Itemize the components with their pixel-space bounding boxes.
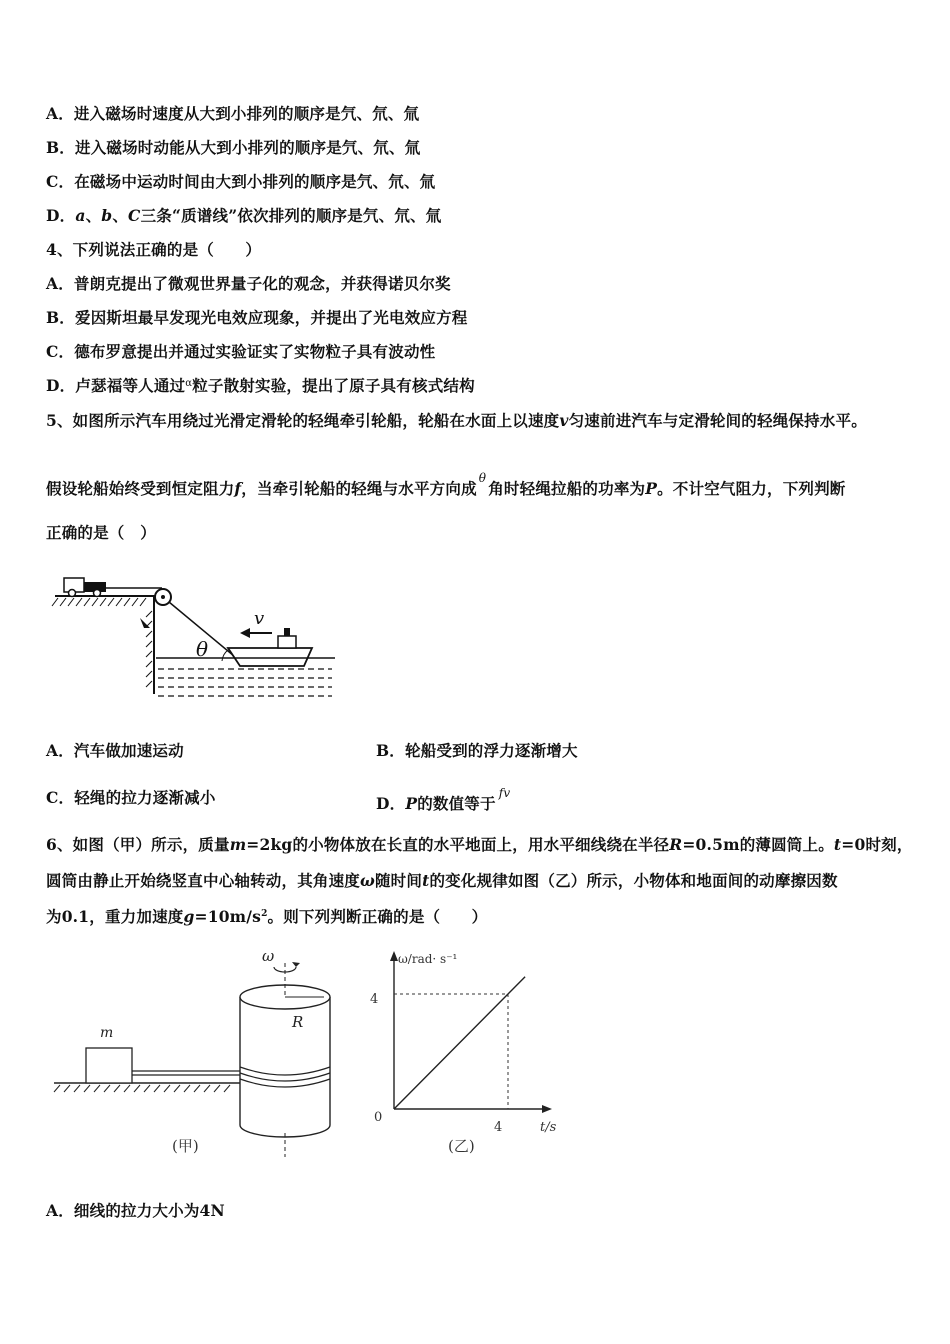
y-axis-label: ω/rad· s⁻¹ — [398, 952, 458, 966]
q5-option-b: B．轮船受到的浮力逐渐增大 — [376, 741, 578, 760]
q6-option-a: A．细线的拉力大小为4N — [46, 1201, 225, 1220]
theta-label: θ — [196, 637, 209, 661]
q3-option-b: B．进入磁场时动能从大到小排列的顺序是氕、氘、氚 — [46, 138, 421, 157]
q3-option-c: C．在磁场中运动时间由大到小排列的顺序是氕、氘、氚 — [46, 172, 436, 191]
figure-jia-caption: (甲) — [172, 1137, 199, 1155]
theta-symbol: θ — [478, 471, 487, 485]
x-axis-label: t/s — [540, 1120, 557, 1135]
q4-option-b: B．爱因斯坦最早发现光电效应现象，并提出了光电效应方程 — [46, 308, 468, 327]
q4-stem: 4、下列说法正确的是（ ） — [46, 240, 262, 259]
q5-option-c: C．轻绳的拉力逐渐减小 — [46, 788, 216, 807]
mass-label: m — [100, 1025, 114, 1041]
q4-option-d: D．卢瑟福等人通过$^\alpha$粒子散射实验，提出了原子具有核式结构 — [46, 376, 475, 395]
fv-symbol: fv — [498, 786, 511, 800]
q4-option-a: A．普朗克提出了微观世界量子化的观念，并获得诺贝尔奖 — [46, 274, 451, 293]
q6-cylinder-figure — [48, 945, 348, 1160]
q5-stem-line3: 正确的是（ ） — [46, 523, 156, 542]
q5-stem-line1: 5、如图所示汽车用绕过光滑定滑轮的轻绳牵引轮船，轮船在水面上以速度v匀速前进汽车与定滑轮间的轻绳保持水平。 — [46, 411, 867, 430]
q5-option-a: A．汽车做加速运动 — [46, 741, 184, 760]
alpha-symbol: α — [185, 378, 193, 389]
origin-label: 0 — [374, 1110, 383, 1125]
radius-label: R — [292, 1013, 304, 1031]
q6-stem-line2: 圆筒由静止开始绕竖直中心轴转动，其角速度ω随时间t的变化规律如图（乙）所示，小物体和地面间的动摩擦因数 — [46, 871, 838, 890]
q5-stem-line2: 假设轮船始终受到恒定阻力f，当牵引轮船的轻绳与水平方向成$^\theta$角时轻绳拉船的功率为P。不计空气阻力，下列判断 — [46, 471, 846, 498]
velocity-label: v — [254, 608, 265, 629]
figure-yi-caption: (乙) — [448, 1137, 475, 1155]
x-axis-arrow — [542, 1105, 552, 1113]
q6-omega-time-chart — [360, 945, 580, 1160]
omega-label: ω — [262, 947, 275, 965]
q3-option-d: D．a、b、C三条“质谱线”依次排列的顺序是氕、氘、氚 — [46, 206, 442, 225]
q6-stem-line3: 为0.1，重力加速度$g=10m/s^2$。则下列判断正确的是（ ） — [46, 907, 488, 926]
q5-pulley-boat-figure — [50, 566, 340, 706]
y-axis-arrow — [390, 951, 398, 961]
x-tick-label: 4 — [494, 1120, 503, 1135]
q5-option-d: D．P的数值等于$^{fv}$ — [376, 786, 511, 813]
y-tick-label: 4 — [370, 992, 379, 1007]
series-line-omega — [394, 977, 525, 1109]
q6-stem-line1: 6、如图（甲）所示，质量m=2kg的小物体放在长直的水平地面上，用水平细线绕在半径R=0.5m的薄圆筒上。t=0时刻， — [46, 835, 913, 854]
q4-option-c: C．德布罗意提出并通过实验证实了实物粒子具有波动性 — [46, 342, 436, 361]
q3-option-a: A．进入磁场时速度从大到小排列的顺序是氕、氘、氚 — [46, 104, 420, 123]
